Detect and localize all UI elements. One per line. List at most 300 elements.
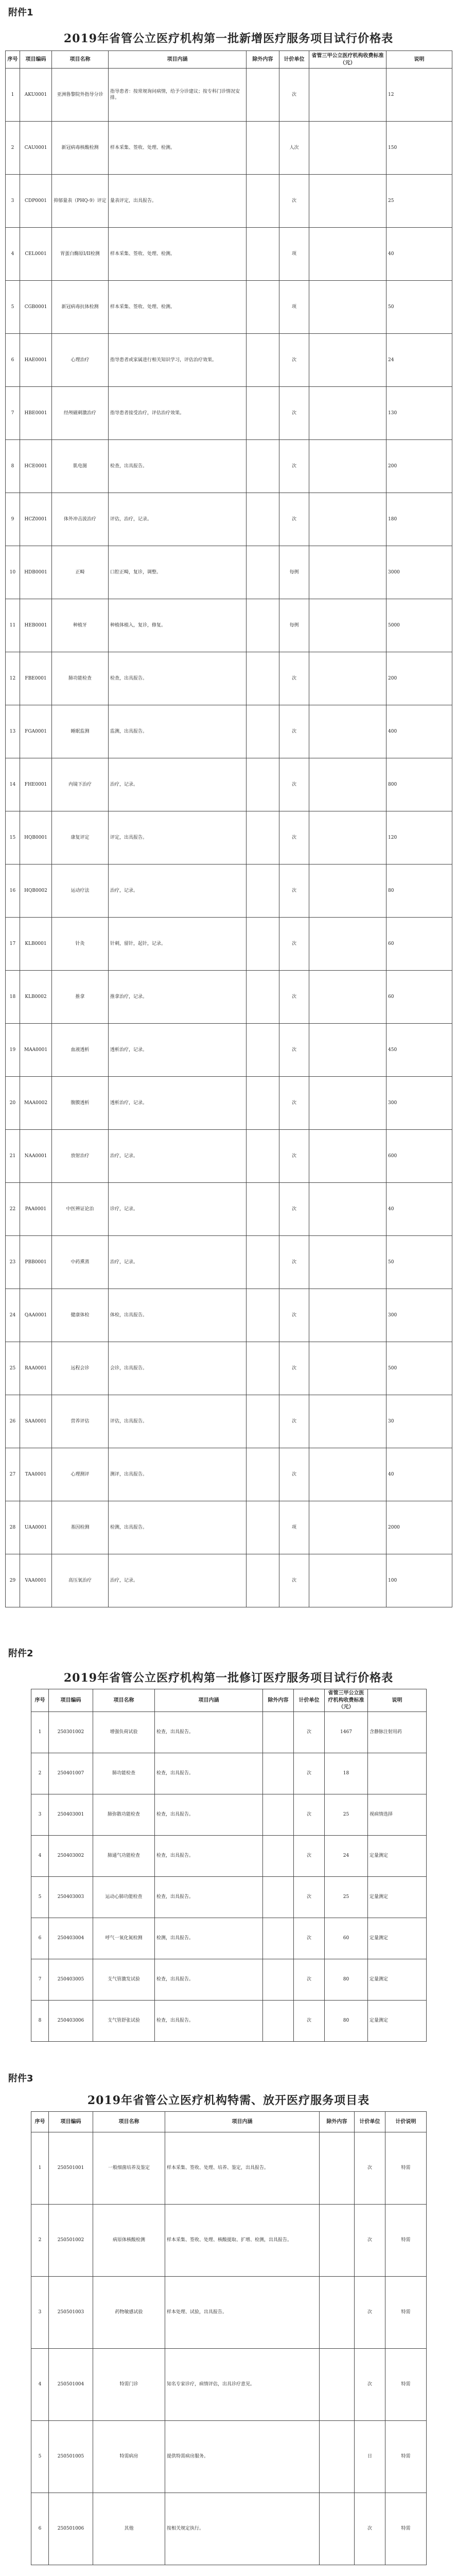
table-cell xyxy=(263,1794,294,1835)
header-cell: 除外内容 xyxy=(263,1689,294,1712)
table-cell: SAA0001 xyxy=(20,1395,52,1448)
table-cell: 2 xyxy=(31,1753,49,1794)
table-row xyxy=(6,971,452,1024)
header-cell: 序号 xyxy=(6,51,20,69)
table-cell xyxy=(247,1024,279,1077)
table-cell xyxy=(247,440,279,493)
table-row xyxy=(31,2349,427,2421)
table-cell: 次 xyxy=(279,811,309,865)
table-cell: 15 xyxy=(6,811,20,865)
table-cell: 次 xyxy=(279,971,309,1024)
table-row xyxy=(6,493,452,546)
table-cell: 次 xyxy=(294,1835,325,1876)
table-cell: 次 xyxy=(294,1753,325,1794)
table-cell: RAA0001 xyxy=(20,1342,52,1395)
table-cell: 提供特需病房服务。 xyxy=(165,2421,320,2493)
table-cell: 24 xyxy=(386,334,452,387)
table-row xyxy=(6,865,452,918)
table-cell: FBE0001 xyxy=(20,652,52,705)
table-cell: 针刺，留针，起针，记录。 xyxy=(109,918,247,971)
table-cell: 次 xyxy=(294,1876,325,1918)
table-cell: QAA0001 xyxy=(20,1289,52,1342)
table-cell: 12 xyxy=(6,652,20,705)
table-cell: 增强负荷试验 xyxy=(93,1711,155,1753)
header-cell: 除外内容 xyxy=(247,51,279,69)
table-cell: 6 xyxy=(31,2493,49,2565)
table-row xyxy=(31,2132,427,2205)
table-cell: 次 xyxy=(279,1130,309,1183)
table-cell: 5000 xyxy=(386,599,452,652)
table-cell: 6 xyxy=(31,1918,49,1959)
table-cell: 25 xyxy=(6,1342,20,1395)
table-cell: 项 xyxy=(279,228,309,281)
table-cell: VAA0001 xyxy=(20,1554,52,1607)
table-cell: 8 xyxy=(31,2000,49,2041)
table-cell: 中药熏蒸 xyxy=(52,1236,109,1289)
table-row xyxy=(31,1959,427,2000)
table-cell: 次 xyxy=(279,1236,309,1289)
table-cell: 28 xyxy=(6,1501,20,1554)
table-cell: 次 xyxy=(279,1024,309,1077)
table-cell: 检测，出具报告。 xyxy=(109,1501,247,1554)
table-cell: 9 xyxy=(6,493,20,546)
table-cell: 7 xyxy=(6,387,20,440)
table-row xyxy=(6,1501,452,1554)
table-cell: 胃蛋白酶原I/II检测 xyxy=(52,228,109,281)
table-cell xyxy=(320,2132,355,2205)
table-cell: 会诊，出具报告。 xyxy=(109,1342,247,1395)
table-cell: 14 xyxy=(6,758,20,811)
table-cell xyxy=(309,228,386,281)
header-cell: 序号 xyxy=(31,1689,49,1712)
table-row xyxy=(31,1876,427,1918)
table-cell: HDB0001 xyxy=(20,546,52,599)
table-cell: 300 xyxy=(386,1077,452,1130)
table-cell xyxy=(247,122,279,175)
table-cell: 17 xyxy=(6,918,20,971)
table-cell xyxy=(309,1077,386,1130)
table-row xyxy=(6,1395,452,1448)
table-cell xyxy=(247,1077,279,1130)
table-row xyxy=(6,1024,452,1077)
table-cell xyxy=(247,1342,279,1395)
table-cell: 250403006 xyxy=(49,2000,93,2041)
table-cell: 180 xyxy=(386,493,452,546)
table-row xyxy=(31,1753,427,1794)
table-cell: 7 xyxy=(31,1959,49,2000)
table-cell: 次 xyxy=(279,493,309,546)
table-cell: 心理测评 xyxy=(52,1448,109,1501)
table-cell: 次 xyxy=(279,1395,309,1448)
table-cell: 100 xyxy=(386,1554,452,1607)
table-cell xyxy=(309,1024,386,1077)
table-cell xyxy=(247,652,279,705)
table-cell: MAA0001 xyxy=(20,1024,52,1077)
table-cell: 次 xyxy=(355,2205,385,2277)
table-cell: CEL0001 xyxy=(20,228,52,281)
table-cell: 日 xyxy=(355,2421,385,2493)
table-cell xyxy=(247,865,279,918)
table-cell xyxy=(309,122,386,175)
table-cell xyxy=(309,493,386,546)
table-cell: 30 xyxy=(386,1395,452,1448)
table-cell xyxy=(309,387,386,440)
table-cell: 2 xyxy=(6,122,20,175)
table-cell: 远程会诊 xyxy=(52,1342,109,1395)
table-cell xyxy=(309,1395,386,1448)
table-cell: 种植牙 xyxy=(52,599,109,652)
table-cell: 次 xyxy=(279,1289,309,1342)
header-cell: 说明 xyxy=(368,1689,427,1712)
header-cell: 除外内容 xyxy=(320,2112,355,2132)
table-cell: 治疗，记录。 xyxy=(109,1554,247,1607)
table-row xyxy=(6,1183,452,1236)
table-cell: 特需 xyxy=(385,2277,427,2349)
table-cell: 次 xyxy=(279,758,309,811)
table-cell: 200 xyxy=(386,440,452,493)
table-row xyxy=(6,387,452,440)
table-cell: 120 xyxy=(386,811,452,865)
table-cell: 250501006 xyxy=(49,2493,93,2565)
table-cell: 次 xyxy=(279,705,309,758)
table-cell: CGB0001 xyxy=(20,281,52,334)
table-cell: 定量测定 xyxy=(368,1835,427,1876)
table-cell: 40 xyxy=(386,1448,452,1501)
table-cell: 130 xyxy=(386,387,452,440)
table-cell: 推拿治疗，记录。 xyxy=(109,971,247,1024)
table-cell xyxy=(263,1959,294,2000)
table-cell xyxy=(309,1183,386,1236)
table-cell: AKU0001 xyxy=(20,69,52,122)
table-cell: 3 xyxy=(6,175,20,228)
table-cell: 肺弥散功能检查 xyxy=(93,1794,155,1835)
table-cell: 250403005 xyxy=(49,1959,93,2000)
table-cell xyxy=(247,811,279,865)
table-cell xyxy=(247,281,279,334)
table-cell: 治疗，记录。 xyxy=(109,865,247,918)
table-cell: 13 xyxy=(6,705,20,758)
table-cell: 40 xyxy=(386,1183,452,1236)
table-cell: 治疗，记录。 xyxy=(109,758,247,811)
table-cell: 次 xyxy=(279,1183,309,1236)
table-cell xyxy=(247,387,279,440)
table-cell xyxy=(309,281,386,334)
table-cell: 6 xyxy=(6,334,20,387)
table-cell: 次 xyxy=(279,918,309,971)
table-cell: KLB0002 xyxy=(20,971,52,1024)
table-cell: 次 xyxy=(279,1077,309,1130)
table-cell xyxy=(263,1711,294,1753)
table-cell: 样本采集、签收、处理、检测。 xyxy=(109,281,247,334)
table-cell: 次 xyxy=(279,1342,309,1395)
table-cell: 定量测定 xyxy=(368,2000,427,2041)
table-cell: 27 xyxy=(6,1448,20,1501)
table-cell: 450 xyxy=(386,1024,452,1077)
table-cell: 24 xyxy=(325,1835,368,1876)
table-cell: 250403003 xyxy=(49,1876,93,1918)
table-cell: 种植体植入，复诊，修复。 xyxy=(109,599,247,652)
table-cell xyxy=(263,1876,294,1918)
table-cell xyxy=(309,652,386,705)
table-cell: 1 xyxy=(31,2132,49,2205)
table-cell: 检查，出具报告。 xyxy=(155,1794,263,1835)
table-row xyxy=(31,2493,427,2565)
table-cell xyxy=(247,228,279,281)
table-cell: 新冠病毒核酸检测 xyxy=(52,122,109,175)
table-2 xyxy=(31,1689,427,2042)
table-cell: 肺通气功能检查 xyxy=(93,1835,155,1876)
table-row xyxy=(6,281,452,334)
table-cell: 5 xyxy=(31,2421,49,2493)
table-cell xyxy=(309,69,386,122)
table-cell: PBB0001 xyxy=(20,1236,52,1289)
table-cell xyxy=(247,599,279,652)
table-cell xyxy=(309,918,386,971)
table-cell: NAA0001 xyxy=(20,1130,52,1183)
table-cell: 250501003 xyxy=(49,2277,93,2349)
table-cell: 60 xyxy=(386,918,452,971)
table-cell: 500 xyxy=(386,1342,452,1395)
table-cell: 25 xyxy=(325,1876,368,1918)
table-cell xyxy=(309,811,386,865)
table-1-header-row xyxy=(6,51,452,69)
table-cell: 22 xyxy=(6,1183,20,1236)
table-row xyxy=(6,228,452,281)
table-cell: 次 xyxy=(355,2277,385,2349)
table-cell: 视病情选择 xyxy=(368,1794,427,1835)
table-row xyxy=(6,705,452,758)
header-cell: 说明 xyxy=(386,51,452,69)
table-cell xyxy=(247,1183,279,1236)
table-cell: 按相关规定执行。 xyxy=(165,2493,320,2565)
table-cell: CAU0001 xyxy=(20,122,52,175)
table-cell: 治疗，记录。 xyxy=(109,1236,247,1289)
table-cell: 次 xyxy=(294,1794,325,1835)
table-cell: 亚洲鲁黎院外指导分诊 xyxy=(52,69,109,122)
table-cell: HQB0001 xyxy=(20,811,52,865)
table-cell: 50 xyxy=(386,1236,452,1289)
table-cell xyxy=(309,865,386,918)
table-cell: 特需 xyxy=(385,2421,427,2493)
table-cell xyxy=(309,705,386,758)
table-cell: 3 xyxy=(31,2277,49,2349)
table-cell: 支气管激发试验 xyxy=(93,1959,155,2000)
table-row xyxy=(31,2205,427,2277)
table-cell xyxy=(247,493,279,546)
table-cell: 指导患者接受治疗，评估治疗效果。 xyxy=(109,387,247,440)
table-3-title: 2019年省管公立医疗机构特需、放开医疗服务项目表 xyxy=(87,2094,370,2107)
table-cell xyxy=(263,1753,294,1794)
table-3 xyxy=(31,2111,427,2565)
table-cell: 腹膜透析 xyxy=(52,1077,109,1130)
table-cell xyxy=(247,1554,279,1607)
table-cell xyxy=(309,440,386,493)
table-2-header-row xyxy=(31,1689,427,1712)
header-cell: 项目名称 xyxy=(93,1689,155,1712)
table-cell: 运动心肺功能检查 xyxy=(93,1876,155,1918)
table-cell xyxy=(247,971,279,1024)
table-cell: MAA0002 xyxy=(20,1077,52,1130)
table-cell xyxy=(309,1501,386,1554)
table-cell: 推拿 xyxy=(52,971,109,1024)
table-cell: 400 xyxy=(386,705,452,758)
table-cell: 次 xyxy=(279,175,309,228)
header-cell: 项目内涵 xyxy=(109,51,247,69)
table-cell: UAA0001 xyxy=(20,1501,52,1554)
table-cell: HQB0002 xyxy=(20,865,52,918)
table-cell: 150 xyxy=(386,122,452,175)
table-2-title: 2019年省管公立医疗机构第一批修订医疗服务项目试行价格表 xyxy=(63,1671,394,1685)
table-cell: 3000 xyxy=(386,546,452,599)
table-row xyxy=(6,1342,452,1395)
table-cell: HCZ0001 xyxy=(20,493,52,546)
table-cell: 次 xyxy=(355,2132,385,2205)
table-row xyxy=(6,811,452,865)
header-cell: 计价单位 xyxy=(355,2112,385,2132)
table-cell: 肌电图 xyxy=(52,440,109,493)
table-row xyxy=(6,440,452,493)
table-cell: 次 xyxy=(279,652,309,705)
header-cell: 序号 xyxy=(31,2112,49,2132)
table-cell xyxy=(309,1342,386,1395)
table-row xyxy=(6,1554,452,1607)
table-2-body xyxy=(31,1711,427,2041)
table-cell: 心理治疗 xyxy=(52,334,109,387)
table-cell: 检查，出具报告。 xyxy=(155,1711,263,1753)
table-cell: HBE0001 xyxy=(20,387,52,440)
table-cell xyxy=(320,2205,355,2277)
table-cell xyxy=(247,1236,279,1289)
table-cell: 诊疗，记录。 xyxy=(109,1183,247,1236)
table-cell: 250403001 xyxy=(49,1794,93,1835)
table-cell: 1467 xyxy=(325,1711,368,1753)
table-cell xyxy=(309,599,386,652)
table-cell: 健康体检 xyxy=(52,1289,109,1342)
table-cell: 3 xyxy=(31,1794,49,1835)
table-cell xyxy=(320,2349,355,2421)
table-cell: 1 xyxy=(31,1711,49,1753)
table-cell xyxy=(309,1236,386,1289)
table-cell: 600 xyxy=(386,1130,452,1183)
table-cell: 次 xyxy=(279,1448,309,1501)
table-cell: 23 xyxy=(6,1236,20,1289)
table-cell: 体外冲击波治疗 xyxy=(52,493,109,546)
table-cell: 康复评定 xyxy=(52,811,109,865)
table-cell: 体检，出具报告。 xyxy=(109,1289,247,1342)
table-cell: 检查，出具报告。 xyxy=(155,2000,263,2041)
table-cell: 250403004 xyxy=(49,1918,93,1959)
table-cell xyxy=(247,1501,279,1554)
table-cell: 检测，出具报告。 xyxy=(155,1918,263,1959)
table-1-body xyxy=(6,69,452,1607)
table-cell: 250501004 xyxy=(49,2349,93,2421)
table-cell: 放射治疗 xyxy=(52,1130,109,1183)
table-cell: 透析治疗，记录。 xyxy=(109,1024,247,1077)
table-cell: 项 xyxy=(279,281,309,334)
table-cell xyxy=(247,1448,279,1501)
table-cell: 80 xyxy=(325,2000,368,2041)
table-cell: KLB0001 xyxy=(20,918,52,971)
table-cell: 支气管舒张试验 xyxy=(93,2000,155,2041)
table-cell: 1 xyxy=(6,69,20,122)
table-cell xyxy=(309,1554,386,1607)
table-cell: 内镜下治疗 xyxy=(52,758,109,811)
header-cell: 项目编码 xyxy=(20,51,52,69)
table-cell: 样本采集、签收、处理、检测。 xyxy=(109,122,247,175)
table-row xyxy=(6,1077,452,1130)
table-cell: 一般细菌培养及鉴定 xyxy=(93,2132,165,2205)
table-cell xyxy=(247,918,279,971)
table-cell: 20 xyxy=(6,1077,20,1130)
table-cell: 次 xyxy=(294,2000,325,2041)
table-cell: 正畸 xyxy=(52,546,109,599)
table-cell xyxy=(368,1753,427,1794)
table-row xyxy=(31,2000,427,2041)
table-cell xyxy=(309,971,386,1024)
table-cell xyxy=(247,705,279,758)
table-cell: 26 xyxy=(6,1395,20,1448)
table-cell: 16 xyxy=(6,865,20,918)
table-cell: 25 xyxy=(325,1794,368,1835)
table-cell: 次 xyxy=(279,1554,309,1607)
table-cell: 指导患者或家属进行相关知识学习，评估治疗效果。 xyxy=(109,334,247,387)
table-cell: 次 xyxy=(294,1959,325,2000)
table-cell: TAA0001 xyxy=(20,1448,52,1501)
table-cell: 病原体核酸检测 xyxy=(93,2205,165,2277)
table-row xyxy=(6,758,452,811)
table-cell: 检查，出具报告。 xyxy=(155,1835,263,1876)
table-cell: 次 xyxy=(279,387,309,440)
table-cell: 经颅磁刺激治疗 xyxy=(52,387,109,440)
table-cell: 200 xyxy=(386,652,452,705)
table-cell xyxy=(247,69,279,122)
table-row xyxy=(6,1130,452,1183)
table-cell: 80 xyxy=(325,1959,368,2000)
table-cell: HAE0001 xyxy=(20,334,52,387)
table-row xyxy=(6,334,452,387)
table-cell: 评估，出具报告。 xyxy=(109,1395,247,1448)
table-cell xyxy=(263,2000,294,2041)
table-row xyxy=(6,1236,452,1289)
table-row xyxy=(31,1794,427,1835)
table-cell: 10 xyxy=(6,546,20,599)
table-row xyxy=(6,69,452,122)
table-cell: 4 xyxy=(6,228,20,281)
table-cell: 次 xyxy=(294,1711,325,1753)
table-cell: HEB0001 xyxy=(20,599,52,652)
table-cell xyxy=(247,334,279,387)
table-cell: 11 xyxy=(6,599,20,652)
table-cell: 18 xyxy=(6,971,20,1024)
table-cell: 检查，出具报告。 xyxy=(155,1959,263,2000)
table-row xyxy=(6,175,452,228)
table-cell: 次 xyxy=(279,69,309,122)
table-cell: 4 xyxy=(31,2349,49,2421)
table-row xyxy=(6,122,452,175)
table-cell: 80 xyxy=(386,865,452,918)
table-cell: 次 xyxy=(355,2349,385,2421)
table-cell: 19 xyxy=(6,1024,20,1077)
table-row xyxy=(6,1448,452,1501)
attachment-1-label: 附件1 xyxy=(8,7,33,18)
table-row xyxy=(31,2277,427,2349)
table-cell: 量表评定，出具报告。 xyxy=(109,175,247,228)
table-cell: 评估，治疗，记录。 xyxy=(109,493,247,546)
table-cell: 特需病房 xyxy=(93,2421,165,2493)
table-cell: 250501002 xyxy=(49,2205,93,2277)
table-cell: 每例 xyxy=(279,599,309,652)
table-row xyxy=(31,1835,427,1876)
